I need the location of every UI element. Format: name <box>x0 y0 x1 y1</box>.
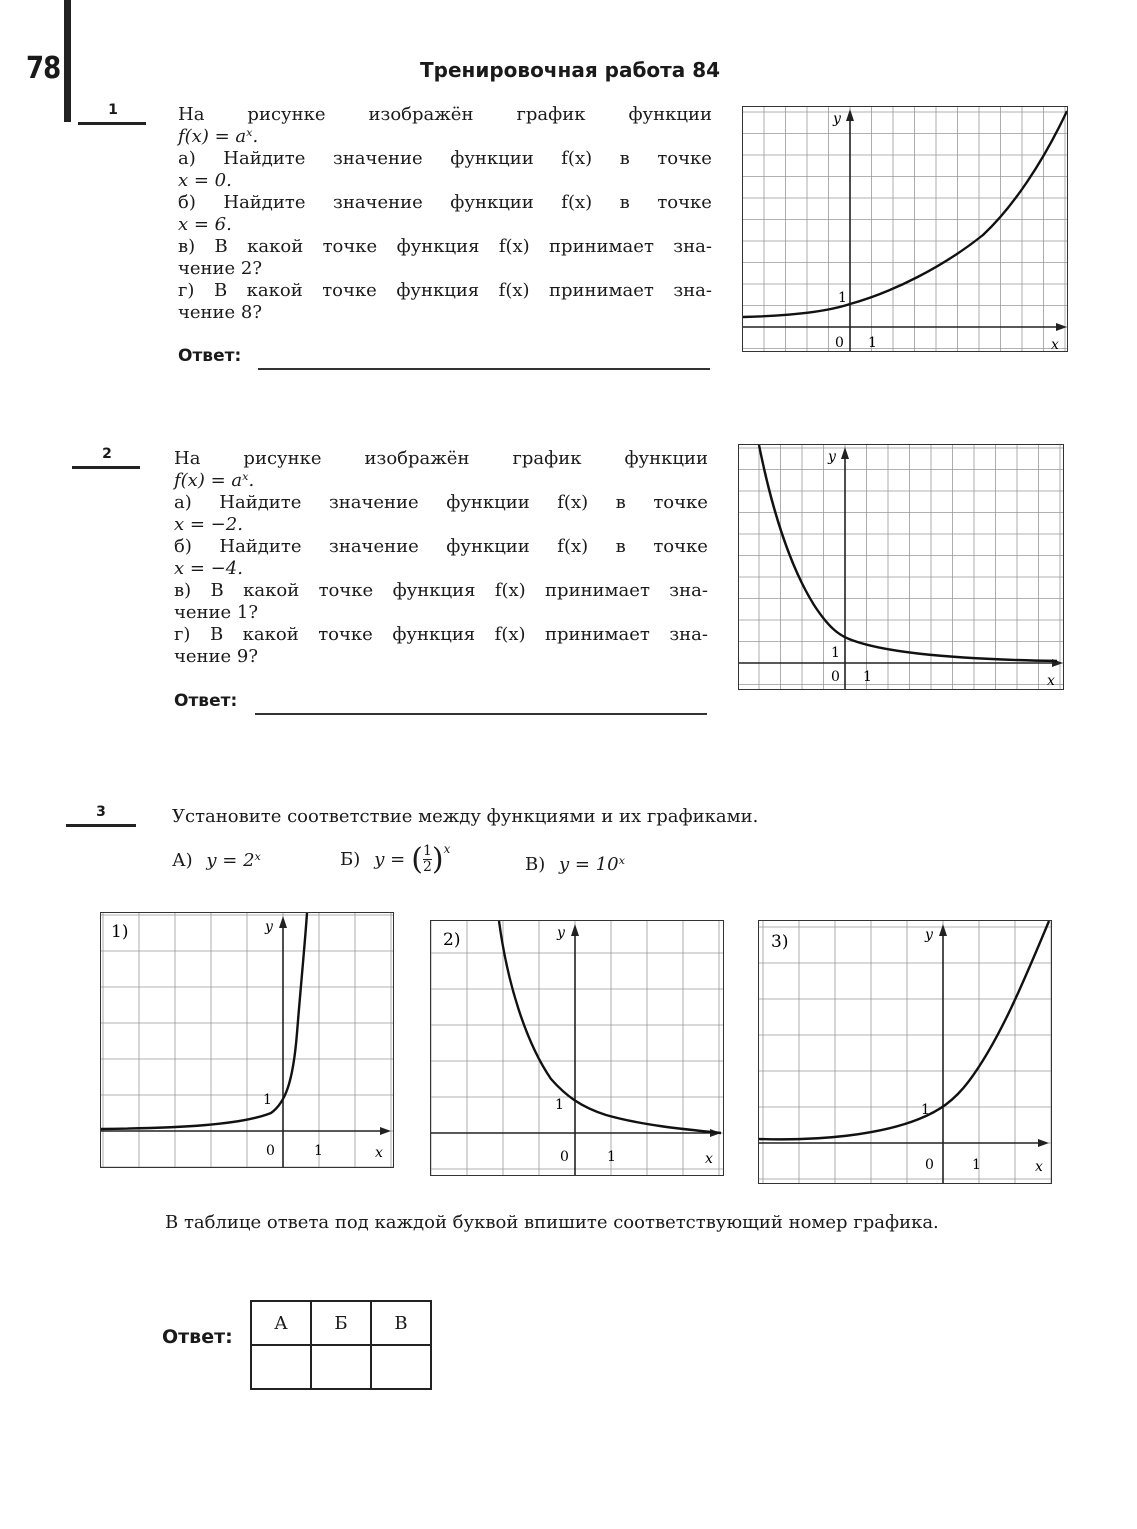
y-unit-label: 1 <box>921 1102 930 1118</box>
word: В <box>213 280 228 301</box>
task-text-line: чение 8? <box>178 302 263 323</box>
y-arrow-icon <box>279 916 287 928</box>
graph-svg <box>101 913 393 1167</box>
word: точке <box>318 580 374 601</box>
table-header-a: А <box>251 1301 311 1345</box>
word: какой <box>246 280 303 301</box>
word: в <box>619 192 630 213</box>
word: f(x) <box>557 492 589 513</box>
grid <box>431 921 723 1175</box>
word: На <box>178 104 205 125</box>
table-instruction: В таблице ответа под каждой буквой впишите соответствующий номер графика. <box>165 1212 939 1233</box>
y-arrow-icon <box>841 447 849 459</box>
origin-label: 0 <box>831 669 840 685</box>
word: какой <box>247 236 304 257</box>
task-text-line <box>178 192 712 214</box>
task-text <box>178 104 712 324</box>
task-text-line: чение 1? <box>174 602 259 623</box>
word: в <box>615 492 626 513</box>
x-label: x <box>1035 1159 1043 1175</box>
task-number-underline <box>66 824 136 827</box>
answer-cell-b[interactable] <box>311 1345 371 1389</box>
answer-table <box>250 1300 432 1390</box>
word: б) <box>178 192 196 213</box>
task-number: 2 <box>102 446 112 462</box>
option-b-label: Б) <box>340 849 361 870</box>
word: зна- <box>673 280 712 301</box>
y-label: y <box>925 927 933 943</box>
option-b: Б) y = ( $\frac{1}{2}$ ) x <box>340 842 451 877</box>
task-text-line <box>174 536 708 558</box>
graph-task1 <box>742 106 1068 352</box>
word: принимает <box>549 280 654 301</box>
word: функция <box>392 624 476 645</box>
task-number-underline <box>72 466 140 469</box>
x-arrow-icon <box>1038 1139 1049 1147</box>
x-label: x <box>375 1145 383 1161</box>
word: Найдите <box>219 492 302 513</box>
origin-label: 0 <box>560 1149 569 1165</box>
fraction-denominator: 2 <box>422 859 432 875</box>
answer-label: Ответ: <box>174 691 238 711</box>
x-label: x <box>705 1151 713 1167</box>
word: в <box>619 148 630 169</box>
y-unit-label: 1 <box>831 645 840 661</box>
x-label: x <box>1051 337 1059 351</box>
word: рисунке <box>247 104 326 125</box>
task-text-line: x = −2. <box>174 514 243 535</box>
answer-cell-a[interactable] <box>251 1345 311 1389</box>
word: В <box>214 236 228 257</box>
x-unit-label: 1 <box>863 669 872 685</box>
graph-svg <box>739 445 1063 689</box>
graph-number: 2) <box>443 930 461 950</box>
graph-svg <box>743 107 1067 351</box>
graph-option-3 <box>758 920 1052 1184</box>
word: функции <box>446 492 530 513</box>
option-a-formula: y = 2ˣ <box>206 850 261 871</box>
answer-label: Ответ: <box>178 346 242 366</box>
answer-cell-c[interactable] <box>371 1345 431 1389</box>
grid <box>739 445 1063 689</box>
word: какой <box>242 624 299 645</box>
x-unit-label: 1 <box>607 1149 616 1165</box>
word: г) <box>174 624 191 645</box>
table-header-b: Б <box>311 1301 371 1345</box>
word: а) <box>174 492 192 513</box>
option-c-formula: y = 10ˣ <box>558 854 625 875</box>
function-curve <box>743 111 1067 317</box>
word: f(x) <box>561 192 593 213</box>
word: принимает <box>545 624 650 645</box>
answer-line[interactable] <box>255 713 707 715</box>
task-text-line <box>178 236 712 258</box>
word: значение <box>333 192 423 213</box>
word: график <box>516 104 586 125</box>
task-text <box>174 448 708 668</box>
task-text-line: x = 6. <box>178 214 232 235</box>
y-unit-label: 1 <box>263 1092 272 1108</box>
function-curve <box>101 913 307 1129</box>
y-label: y <box>828 449 836 465</box>
task-text-line <box>174 624 708 646</box>
y-label: y <box>557 925 565 941</box>
x-unit-label: 1 <box>314 1143 323 1159</box>
y-label: y <box>265 919 273 935</box>
y-arrow-icon <box>846 109 854 121</box>
word: функции <box>446 536 530 557</box>
option-c-label: В) <box>525 854 546 875</box>
task-text-line <box>178 104 712 126</box>
graph-svg <box>431 921 723 1175</box>
task-text-line: x = 0. <box>178 170 232 191</box>
word: изображён <box>368 104 474 125</box>
graph-task2 <box>738 444 1064 690</box>
word: f(x) <box>498 236 530 257</box>
word: в) <box>174 580 192 601</box>
task-number-underline <box>78 122 146 125</box>
word: функции <box>450 148 534 169</box>
word: В <box>209 624 224 645</box>
word: б) <box>174 536 192 557</box>
word: в) <box>178 236 196 257</box>
y-arrow-icon <box>939 924 947 936</box>
fraction-numerator: 1 <box>422 843 432 859</box>
answer-line[interactable] <box>258 368 710 370</box>
word: значение <box>332 148 423 169</box>
origin-label: 0 <box>835 335 844 351</box>
y-unit-label: 1 <box>838 290 847 306</box>
word: точке <box>657 148 712 169</box>
word: функции <box>450 192 534 213</box>
origin-label: 0 <box>925 1157 934 1173</box>
word: а) <box>178 148 196 169</box>
task-text-line <box>174 492 708 514</box>
word: f(x) <box>557 536 589 557</box>
answer-label: Ответ: <box>162 1326 233 1348</box>
task-prompt: Установите соответствие между функциями и их графиками. <box>172 806 759 827</box>
word: f(x) <box>561 148 593 169</box>
graph-option-1 <box>100 912 394 1168</box>
task-text-line: чение 9? <box>174 646 259 667</box>
page-number: 78 <box>26 51 61 87</box>
task-text-line <box>178 148 712 170</box>
word: точке <box>322 236 378 257</box>
x-unit-label: 1 <box>868 335 877 351</box>
option-a <box>172 850 261 871</box>
word: значение <box>329 536 419 557</box>
word: В <box>210 580 224 601</box>
task-number: 1 <box>108 102 118 118</box>
task-text-line: f(x) = aˣ. <box>174 470 255 491</box>
word: зна- <box>673 236 712 257</box>
x-label: x <box>1047 673 1055 689</box>
y-label: y <box>833 111 841 127</box>
option-b-prefix: y = <box>374 849 406 870</box>
y-arrow-icon <box>571 924 579 936</box>
word: значение <box>328 492 419 513</box>
word: Найдите <box>219 536 302 557</box>
word: г) <box>178 280 195 301</box>
word: На <box>174 448 201 469</box>
word: точке <box>322 280 377 301</box>
word: функции <box>628 104 712 125</box>
function-curve <box>759 445 1057 661</box>
option-c <box>525 854 625 875</box>
word: функция <box>396 280 480 301</box>
word: зна- <box>669 624 708 645</box>
graph-svg <box>759 921 1051 1183</box>
word: график <box>512 448 582 469</box>
origin-label: 0 <box>266 1143 275 1159</box>
table-header-c: В <box>371 1301 431 1345</box>
word: функция <box>392 580 476 601</box>
option-b-fraction <box>423 844 432 875</box>
option-b-exponent: x <box>443 842 451 856</box>
word: в <box>615 536 626 557</box>
task-text-line: x = −4. <box>174 558 243 579</box>
graph-number: 3) <box>771 932 789 952</box>
y-unit-label: 1 <box>555 1097 564 1113</box>
page-title: Тренировочная работа 84 <box>420 58 721 82</box>
word: f(x) <box>498 280 530 301</box>
task-text-line: f(x) = aˣ. <box>178 126 259 147</box>
word: функции <box>624 448 708 469</box>
word: точке <box>653 492 708 513</box>
word: рисунке <box>243 448 322 469</box>
task-text-line <box>174 580 708 602</box>
task-number: 3 <box>96 804 106 820</box>
task-text-line <box>178 280 712 302</box>
word: зна- <box>669 580 708 601</box>
word: какой <box>243 580 300 601</box>
option-a-label: А) <box>172 850 193 871</box>
word: точке <box>318 624 373 645</box>
graph-option-2 <box>430 920 724 1176</box>
word: точке <box>657 192 712 213</box>
task-text-line: чение 2? <box>178 258 263 279</box>
word: f(x) <box>494 624 526 645</box>
x-arrow-icon <box>380 1127 391 1135</box>
word: Найдите <box>223 192 306 213</box>
word: точке <box>653 536 708 557</box>
word: Найдите <box>223 148 306 169</box>
word: принимает <box>549 236 654 257</box>
word: f(x) <box>494 580 526 601</box>
margin-bar <box>64 0 71 122</box>
word: принимает <box>545 580 650 601</box>
graph-number: 1) <box>111 922 129 942</box>
x-unit-label: 1 <box>972 1157 981 1173</box>
word: функция <box>396 236 480 257</box>
task-text-line <box>174 448 708 470</box>
word: изображён <box>364 448 470 469</box>
